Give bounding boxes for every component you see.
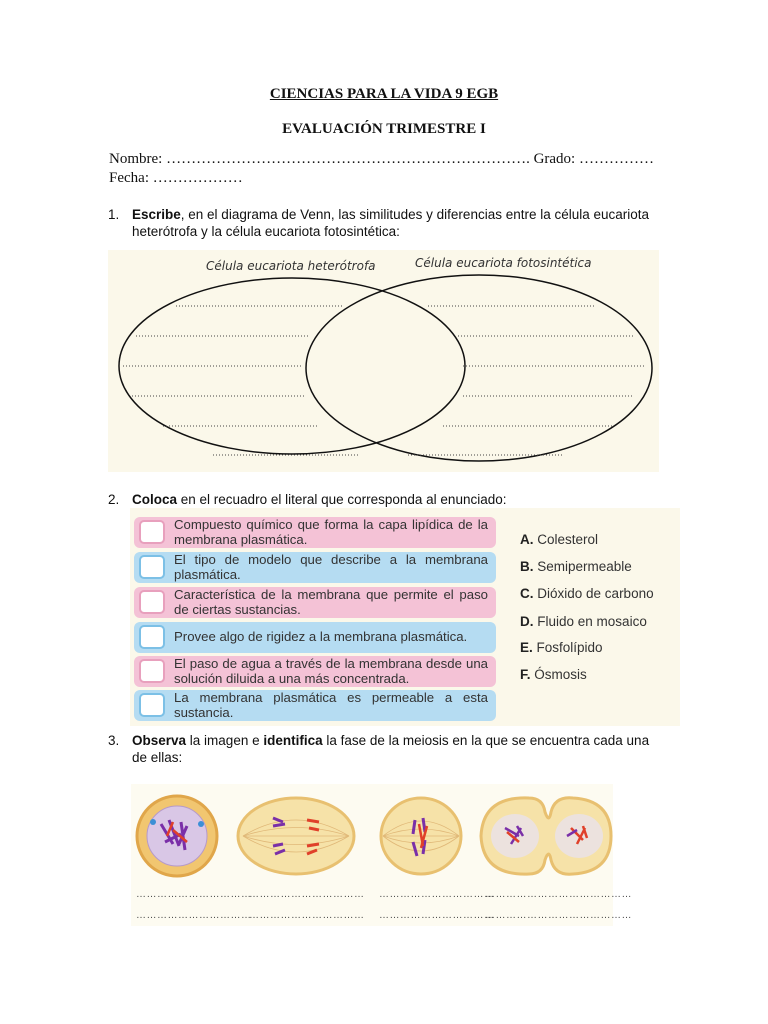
cell-prophase-image [137,796,217,876]
question-text: Escribe, en el diagrama de Venn, las similitudes y diferencias entre la célula eucariota heterótrofa y la célula eucariota fotosintética: [132,207,650,239]
venn-right-label: Célula eucariota fotosintética [415,256,592,270]
statement-text: Provee algo de rigidez a la membrana plasmática. [174,629,468,644]
answer-line-3a[interactable]: …………………………… [379,889,495,900]
cell-telophase-image [481,798,611,874]
venn-answer-lines[interactable] [123,306,646,455]
date-field[interactable]: Fecha: ……………… [109,170,243,186]
answer-line-4a[interactable]: …………………………………… [485,889,632,900]
statement-text: El tipo de modelo que describe a la membrana plasmática. [174,552,488,582]
question-text: Observa la imagen e identifica la fase de la meiosis en la que se encuentra cada una de ellas: [132,733,650,765]
option-b: B. Semipermeable [520,559,632,574]
name-grade-field[interactable]: Nombre: ………………………………………………………………. Grado: …………… [109,151,654,167]
question-number: 1. [108,207,120,222]
option-e: E. Fosfolípido [520,640,603,655]
statement-text: El paso de agua a través de la membrana desde una solución diluida a una más concentrada. [174,656,488,686]
matching-exercise [130,508,680,726]
answer-box[interactable] [139,693,165,717]
page-title: CIENCIAS PARA LA VIDA 9 EGB [269,86,499,102]
answer-box[interactable] [139,520,165,544]
statement-row [134,656,496,687]
option-d: D. Fluido en mosaico [520,614,647,629]
answer-box[interactable] [139,659,165,683]
answer-line-4b[interactable]: …………………………………… [485,910,632,921]
option-a: A. Colesterol [520,532,599,547]
answer-box[interactable] [139,590,165,614]
meiosis-images [131,784,632,926]
cell-metaphase-image [381,798,461,874]
answer-box[interactable] [139,555,165,579]
statement-text: Característica de la membrana que permite el paso de ciertas sustancias. [174,587,488,617]
cell-anaphase-image [238,798,354,874]
page-subtitle: EVALUACIÓN TRIMESTRE I [282,121,486,137]
statement-text: La membrana plasmática es permeable a esta sustancia. [174,690,488,720]
statement-row [134,587,496,618]
question-number: 2. [108,492,120,507]
statement-row [134,622,496,653]
answer-line-1a[interactable]: …………………………… [136,889,252,900]
option-f: F. Ósmosis [520,667,587,682]
question-verb: Escribe [132,207,181,222]
option-c: C. Dióxido de carbono [520,586,654,601]
meiosis-cells-svg [131,784,613,884]
statement-text: Compuesto químico que forma la capa lipídica de la membrana plasmática. [174,517,488,547]
question-verb: Coloca [132,492,178,507]
question-text: Coloca en el recuadro el literal que corresponda al enunciado: [132,492,507,507]
answer-line-3b[interactable]: …………………………… [379,910,495,921]
statement-row [134,690,496,721]
answer-box[interactable] [139,625,165,649]
venn-left-label: Célula eucariota heterótrofa [206,259,376,273]
question-number: 3. [108,733,120,748]
statement-row [134,552,496,583]
statement-row [134,517,496,548]
venn-right-ellipse [306,275,652,461]
answer-line-2a[interactable]: …………………………… [249,889,365,900]
answer-line-2b[interactable]: …………………………… [249,910,365,921]
answer-line-1b[interactable]: …………………………… [136,910,252,921]
venn-diagram [108,250,659,472]
venn-svg [108,250,659,472]
